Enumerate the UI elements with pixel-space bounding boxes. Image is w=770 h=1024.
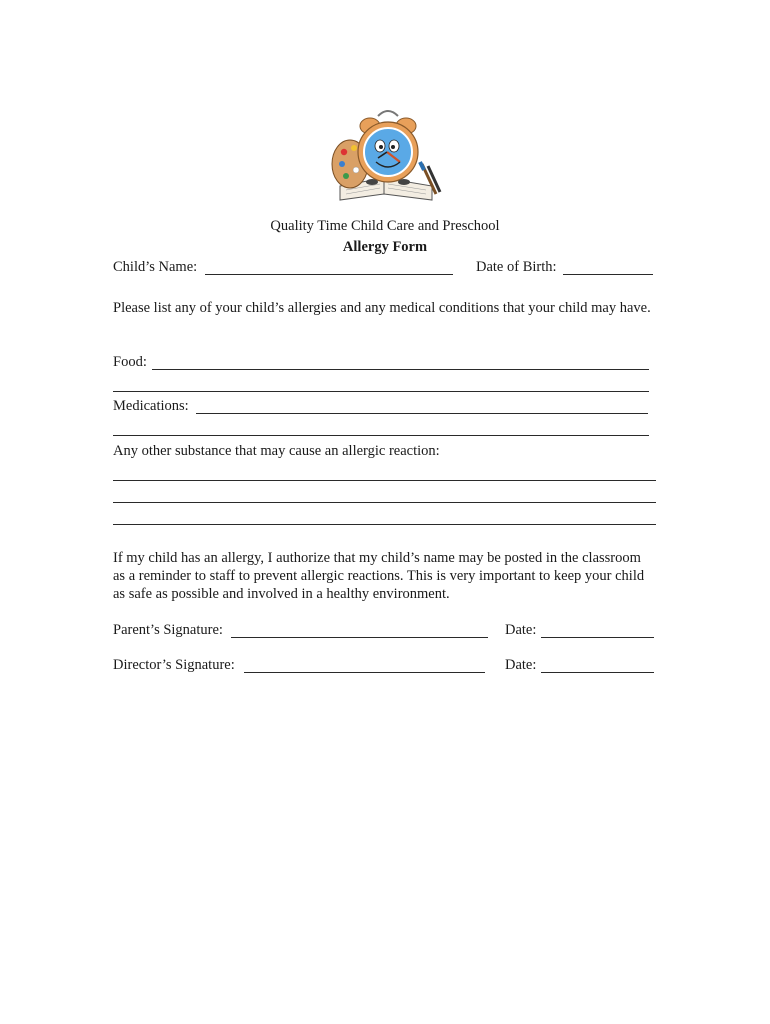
childs-name-field[interactable] <box>205 274 453 275</box>
other-substance-field-line-1[interactable] <box>113 480 656 481</box>
parent-signature-label: Parent’s Signature: <box>113 622 223 638</box>
parent-date-label: Date: <box>505 622 537 638</box>
authorization-text: If my child has an allergy, I authorize that my child’s name may be posted in the classroom as a reminder to staff to prevent allergic reactions. This is very important to keep your child as safe as possible and involved in a healthy environment. <box>113 550 645 602</box>
director-date-field[interactable] <box>541 672 654 673</box>
other-substance-field-line-3[interactable] <box>113 524 656 525</box>
parent-signature-field[interactable] <box>231 637 488 638</box>
other-substance-field-line-2[interactable] <box>113 502 656 503</box>
clock-mascot-icon <box>326 108 446 210</box>
parent-date-field[interactable] <box>541 637 654 638</box>
childs-name-label: Child’s Name: <box>113 259 198 275</box>
date-of-birth-field[interactable] <box>563 274 653 275</box>
form-title: Allergy Form <box>342 239 428 255</box>
food-field[interactable] <box>152 369 649 370</box>
instructions-text: Please list any of your child’s allergies and any medical conditions that your child may have. <box>113 300 651 316</box>
medications-field[interactable] <box>196 413 648 414</box>
medications-field-line-2[interactable] <box>113 435 649 436</box>
food-label: Food: <box>113 354 147 370</box>
director-date-label: Date: <box>505 657 537 673</box>
medications-label: Medications: <box>113 398 189 414</box>
other-substance-label: Any other substance that may cause an allergic reaction: <box>113 443 440 459</box>
food-field-line-2[interactable] <box>113 391 649 392</box>
date-of-birth-label: Date of Birth: <box>476 259 557 275</box>
director-signature-field[interactable] <box>244 672 485 673</box>
director-signature-label: Director’s Signature: <box>113 657 235 673</box>
organization-name: Quality Time Child Care and Preschool <box>270 218 500 234</box>
